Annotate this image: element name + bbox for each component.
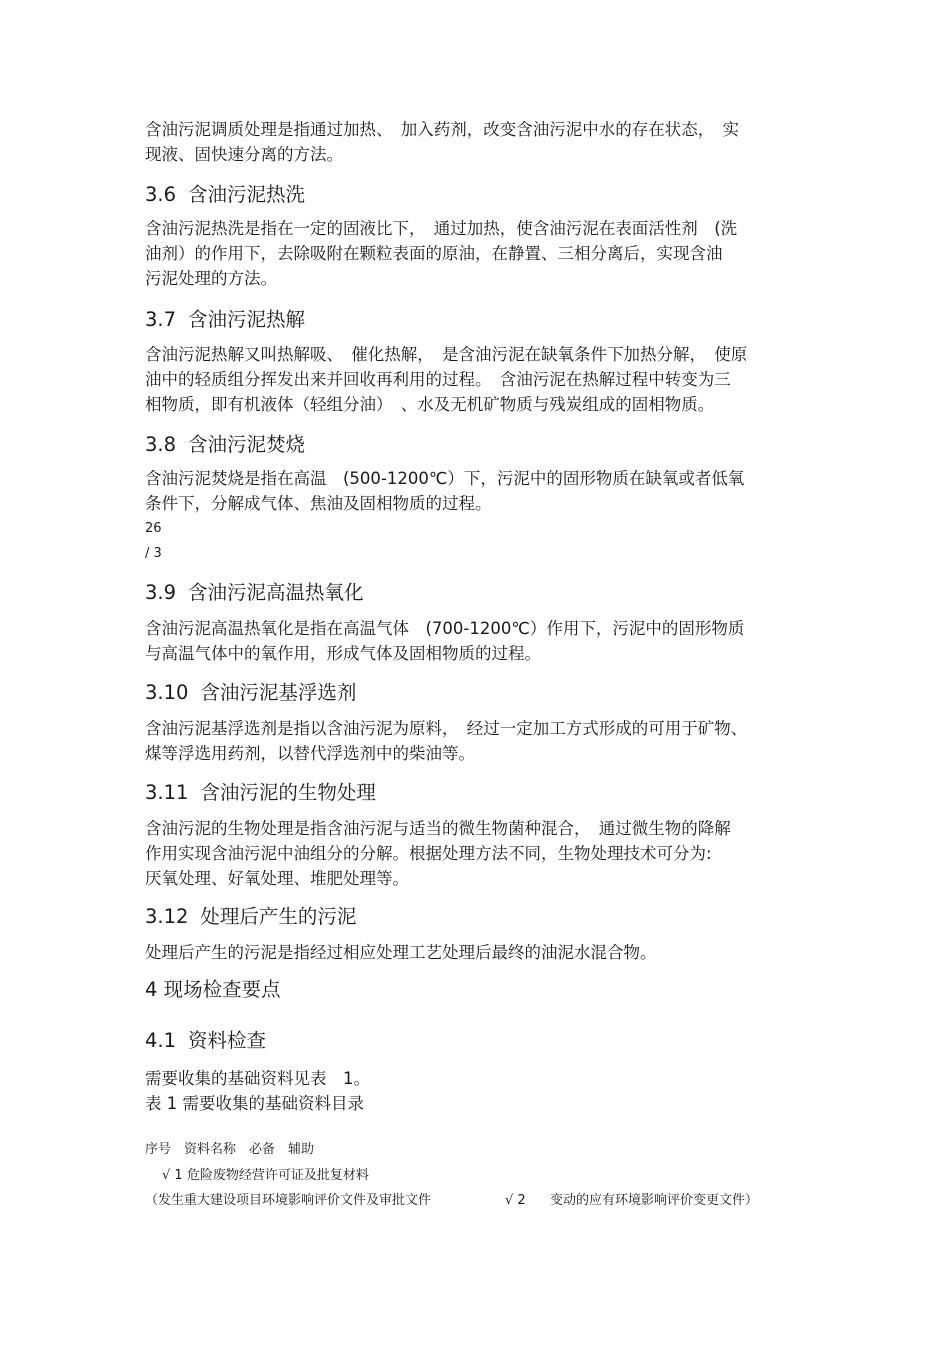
paragraph-3-8 bbox=[145, 466, 810, 516]
text-line: 含油污泥的生物处理是指含油污泥与适当的微生物菌种混合， 通过微生物的降解 bbox=[145, 819, 731, 838]
heading-title: 含油污泥热解 bbox=[188, 308, 306, 331]
heading-title: 处理后产生的污泥 bbox=[200, 905, 357, 928]
paragraph-3-9 bbox=[145, 616, 810, 666]
heading-title: 资料检查 bbox=[188, 1029, 267, 1052]
text-line: 需要收集的基础资料见表 1。 bbox=[145, 1069, 370, 1088]
paragraph-3-10 bbox=[145, 716, 810, 766]
heading-3-10 bbox=[145, 680, 356, 706]
text-line: 与高温气体中的氧作用，形成气体及固相物质的过程。 bbox=[145, 644, 541, 663]
text-line: 现液、固快速分离的方法。 bbox=[145, 145, 343, 164]
heading-3-8 bbox=[145, 432, 305, 458]
table-row-number: √ 2 bbox=[505, 1193, 526, 1208]
text-line: 含油污泥焚烧是指在高温 (500-1200℃）下，污泥中的固形物质在缺氧或者低氧 bbox=[145, 469, 745, 488]
text-line: 污泥处理的方法。 bbox=[145, 269, 277, 288]
text-line: 相物质，即有机液体（轻组分油） 、水及无机矿物质与残炭组成的固相物质。 bbox=[145, 395, 715, 414]
text-line: 含油污泥调质处理是指通过加热、 加入药剂，改变含油污泥中水的存在状态， 实 bbox=[145, 120, 739, 139]
text-line: 含油污泥高温热氧化是指在高温气体 (700-1200℃）作用下，污泥中的固形物质 bbox=[145, 619, 745, 638]
paragraph-conditioning bbox=[145, 117, 810, 167]
heading-number: 3.6 bbox=[145, 183, 177, 206]
text-line: 作用实现含油污泥中油组分的分解。根据处理方法不同，生物处理技术可分为: bbox=[145, 844, 712, 863]
text-line: 油中的轻质组分挥发出来并回收再利用的过程。 含油污泥在热解过程中转变为三 bbox=[145, 370, 731, 389]
paragraph-3-12 bbox=[145, 940, 810, 965]
heading-title: 含油污泥焚烧 bbox=[188, 433, 306, 456]
table-row: √ 1 危险废物经营许可证及批复材料 bbox=[162, 1168, 369, 1183]
heading-number: 3.8 bbox=[145, 433, 177, 456]
heading-4-1 bbox=[145, 1028, 266, 1054]
heading-3-6 bbox=[145, 182, 305, 208]
page-marker-number: 26 bbox=[145, 521, 162, 536]
table-row-right: 变动的应有环境影响评价变更文件） bbox=[550, 1193, 759, 1208]
heading-title: 含油污泥高温热氧化 bbox=[188, 581, 364, 604]
heading-number: 3.10 bbox=[145, 681, 189, 704]
heading-title: 含油污泥热洗 bbox=[188, 183, 306, 206]
heading-3-11 bbox=[145, 780, 376, 806]
heading-3-9 bbox=[145, 580, 364, 606]
text-line: 厌氧处理、好氧处理、堆肥处理等。 bbox=[145, 869, 409, 888]
heading-4 bbox=[145, 977, 281, 1003]
heading-number: 3.11 bbox=[145, 781, 189, 804]
text-line: 含油污泥热洗是指在一定的固液比下， 通过加热，使含油污泥在表面活性剂 (洗 bbox=[145, 219, 738, 238]
table-caption: 表 1 需要收集的基础资料目录 bbox=[145, 1094, 364, 1113]
heading-title: 4 现场检查要点 bbox=[145, 978, 281, 1001]
paragraph-3-7 bbox=[145, 342, 810, 417]
heading-number: 3.9 bbox=[145, 581, 177, 604]
page-marker-total: / 3 bbox=[145, 546, 162, 561]
text-line: 含油污泥基浮选剂是指以含油污泥为原料， 经过一定加工方式形成的可用于矿物、 bbox=[145, 719, 748, 738]
table-row-left: （发生重大建设项目环境影响评价文件及审批文件 bbox=[145, 1193, 432, 1208]
paragraph-3-6 bbox=[145, 216, 810, 291]
heading-3-7 bbox=[145, 307, 305, 333]
paragraph-4-1 bbox=[145, 1066, 810, 1116]
heading-title: 含油污泥基浮选剂 bbox=[200, 681, 357, 704]
heading-title: 含油污泥的生物处理 bbox=[200, 781, 376, 804]
text-line: 煤等浮选用药剂，以替代浮选剂中的柴油等。 bbox=[145, 744, 475, 763]
heading-number: 4.1 bbox=[145, 1029, 177, 1052]
heading-3-12 bbox=[145, 904, 356, 930]
heading-number: 3.12 bbox=[145, 905, 189, 928]
text-line: 条件下，分解成气体、焦油及固相物质的过程。 bbox=[145, 494, 492, 513]
paragraph-3-11 bbox=[145, 816, 810, 891]
text-line: 含油污泥热解又叫热解吸、 催化热解， 是含油污泥在缺氧条件下加热分解， 使原 bbox=[145, 345, 748, 364]
heading-number: 3.7 bbox=[145, 308, 177, 331]
text-line: 油剂）的作用下，去除吸附在颗粒表面的原油，在静置、三相分离后，实现含油 bbox=[145, 244, 723, 263]
text-line: 处理后产生的污泥是指经过相应处理工艺处理后最终的油泥水混合物。 bbox=[145, 943, 657, 962]
table-header-row: 序号 资料名称 必备 辅助 bbox=[145, 1142, 315, 1157]
